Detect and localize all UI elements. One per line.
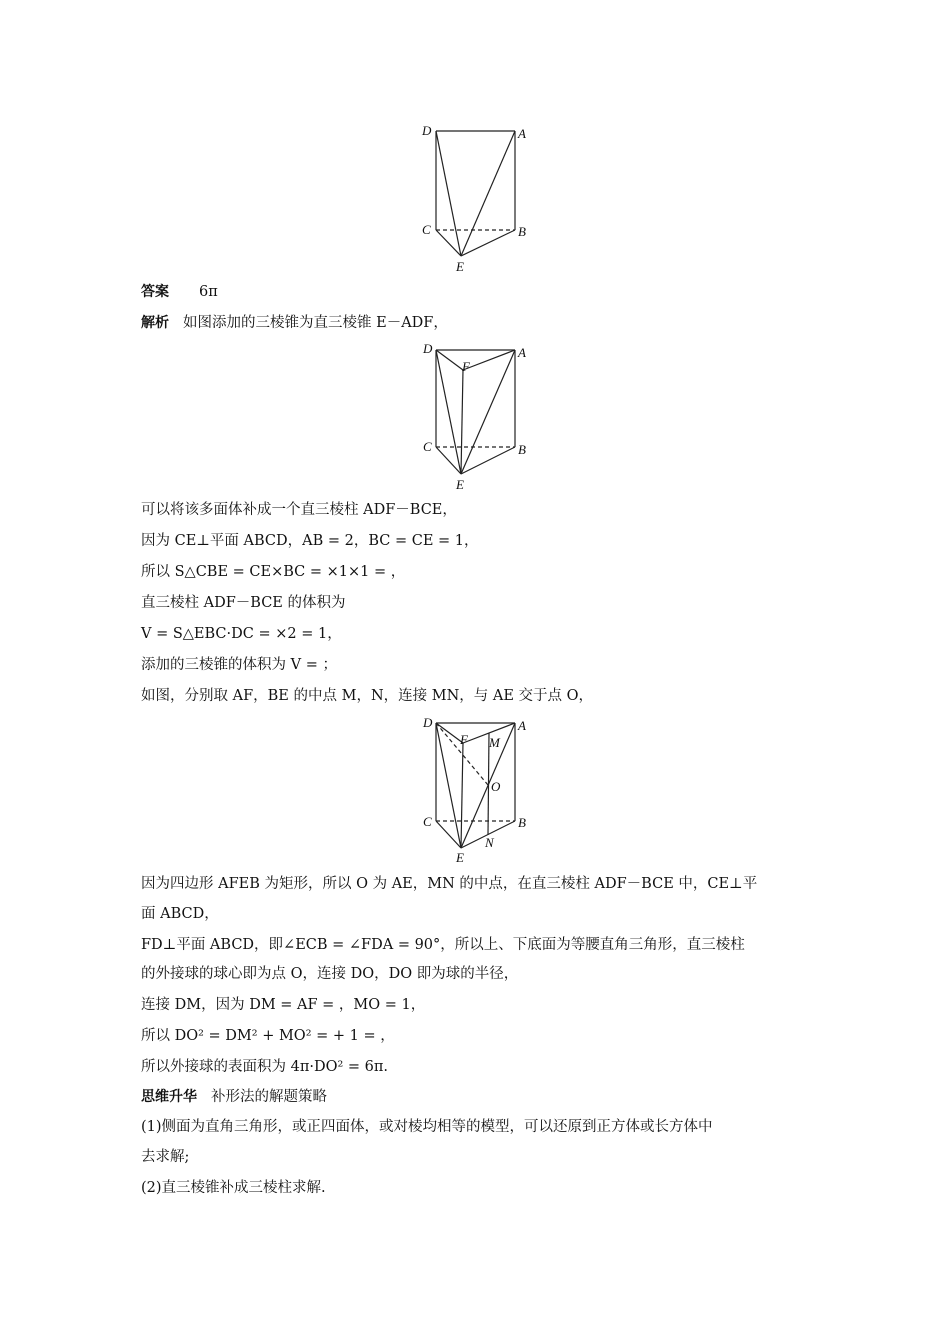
label-D: D xyxy=(423,341,433,356)
label-E: E xyxy=(456,850,464,865)
figure-3 xyxy=(415,710,540,870)
label-B: B xyxy=(518,442,526,457)
body-line: 添加的三棱锥的体积为 V = ； xyxy=(141,657,337,673)
label-C: C xyxy=(422,222,431,237)
analysis-line xyxy=(141,313,448,333)
label-C: C xyxy=(423,814,432,829)
summary-line xyxy=(141,1087,327,1107)
body-line: 所以外接球的表面积为 4π·DO² = 6π. xyxy=(141,1059,389,1075)
body-line: (2)直三棱锥补成三棱柱求解. xyxy=(141,1180,326,1196)
label-F: F xyxy=(462,359,470,374)
body-line: (1)侧面为直角三角形，或正四面体，或对棱均相等的模型，可以还原到正方体或长方体中 xyxy=(141,1119,713,1135)
body-line: 可以将该多面体补成一个直三棱柱 ADF－BCE， xyxy=(141,502,457,518)
analysis-label: 解析 xyxy=(141,315,169,331)
summary-label: 思维升华 xyxy=(141,1089,197,1105)
body-line: 的外接球的球心即为点 O，连接 DO，DO 即为球的半径， xyxy=(141,966,519,982)
label-B: B xyxy=(518,815,526,830)
body-line: 所以 S△CBE = CE×BC = ×1×1 = ， xyxy=(141,564,406,580)
figure-1 xyxy=(415,118,535,278)
answer-label: 答案 xyxy=(141,284,169,300)
label-B: B xyxy=(518,224,526,239)
answer-line xyxy=(141,282,218,302)
body-line: FD⊥平面 ABCD，即∠ECB = ∠FDA = 90°，所以上、下底面为等腰直角三角形，直三棱柱 xyxy=(141,937,745,953)
label-D: D xyxy=(422,123,432,138)
label-E: E xyxy=(456,477,464,492)
body-line: 连接 DM，因为 DM = AF = ，MO = 1， xyxy=(141,997,426,1013)
label-A: A xyxy=(518,345,526,360)
label-D: D xyxy=(423,715,433,730)
body-line: 面 ABCD， xyxy=(141,906,219,922)
label-A: A xyxy=(518,126,526,141)
analysis-text: 如图添加的三棱锥为直三棱锥 E－ADF， xyxy=(183,315,448,331)
label-C: C xyxy=(423,439,432,454)
label-E: E xyxy=(456,259,464,274)
label-M: M xyxy=(489,735,500,750)
body-line: 因为 CE⊥平面 ABCD，AB = 2，BC = CE = 1， xyxy=(141,533,479,549)
body-line: 所以 DO² = DM² + MO² = + 1 = ， xyxy=(141,1028,395,1044)
label-A: A xyxy=(518,718,526,733)
body-line: V = S△EBC·DC = ×2 = 1， xyxy=(141,626,342,642)
label-F: F xyxy=(460,732,468,747)
figure-2 xyxy=(415,337,535,497)
body-line: 直三棱柱 ADF－BCE 的体积为 xyxy=(141,595,346,611)
body-line: 因为四边形 AFEB 为矩形，所以 O 为 AE，MN 的中点，在直三棱柱 ADF－BCE 中，CE⊥平 xyxy=(141,876,758,892)
answer-value: 6π xyxy=(199,284,218,300)
body-line: 去求解; xyxy=(141,1149,190,1165)
body-line: 如图，分别取 AF，BE 的中点 M，N，连接 MN，与 AE 交于点 O， xyxy=(141,688,594,704)
summary-text: 补形法的解题策略 xyxy=(211,1089,327,1105)
label-N: N xyxy=(485,835,494,850)
label-O: O xyxy=(491,779,501,794)
